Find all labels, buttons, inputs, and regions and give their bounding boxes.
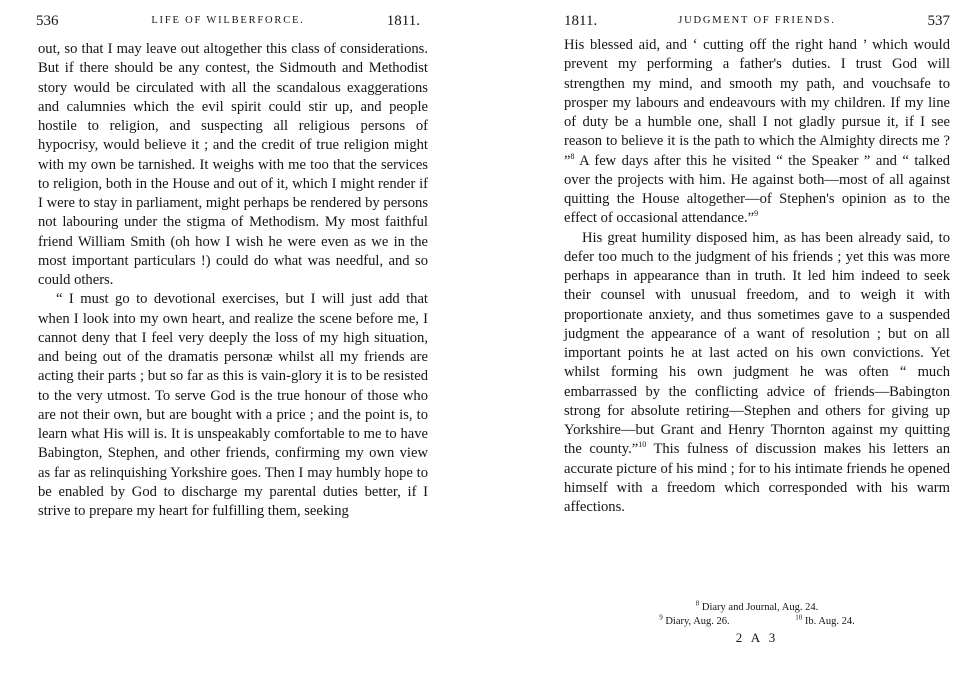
right-running-title: JUDGMENT OF FRIENDS. [678, 15, 836, 26]
footnote-8 [564, 601, 950, 615]
right-paragraph-1 [564, 36, 950, 229]
right-body-text [564, 36, 950, 517]
footnote-9-mark: 9 [659, 613, 663, 622]
signature-mark: 2 A 3 [735, 630, 779, 645]
right-page [510, 0, 980, 680]
right-paragraph-2 [564, 229, 950, 518]
footnote-9-text: Diary, Aug. 26. [662, 616, 730, 627]
right-running-head [564, 10, 950, 32]
footnote-10-text: Ib. Aug. 24. [802, 616, 855, 627]
left-paragraph-2: “ I must go to devotional exercises, but I will just add that when I look into my own heart, and realize the scene before me, I cannot deny that I feel very deeply the loss of my high situation, and being out of the dramatis personæ whilst all my friends are acting their parts ; but so far as this is vain-glory it is to be resisted to the very utmost. To serve God is the true honour of those who are not their own, but are bought with a price ; and the point is, to learn what His will is. It is unspeakably comfortable to me to have Babington, Stephen, and other friends, confirming my own view as far as relinquishing Yorkshire goes. Then I may humbly hope to be enabled by God to discharge my parental duties better, if I strive to prepare my heart for fulfilling them, seeking [38, 291, 428, 519]
right-paragraph-1-text-a: His blessed aid, and ‘ cutting off the right hand ’ which would prevent my performing a father's duties. I trust God will strengthen my mind, and smooth my path, and vouchsafe to prosper my labours and endeavours with my children. If my line of duty be a humble one, shall I not gladly pursue it, if I see reason to believe it is the path to which the Almighty directs me ? ” [564, 37, 950, 169]
footnote-9-10 [564, 615, 950, 629]
left-running-head [36, 10, 420, 32]
footnote-10-mark: 10 [795, 613, 803, 622]
left-page [0, 0, 470, 680]
footnote-ref-9: 9 [754, 209, 759, 219]
left-body-text [38, 40, 428, 521]
footnotes [564, 601, 950, 629]
right-header-year: 1811. [564, 13, 598, 29]
left-header-year: 1811. [386, 13, 420, 29]
footnote-ref-10: 10 [638, 440, 647, 450]
left-running-title: LIFE OF WILBERFORCE. [151, 15, 305, 26]
right-paragraph-1-text-b: A few days after this he visited “ the Speaker ” and “ talked over the projects with him. He against both—most of all against quitting the House altogether—of Stephen's opinion as to the effect of occasional attendance.” [564, 152, 950, 227]
right-paragraph-2-text-b: This fulness of discussion makes his letters an accurate picture of his mind ; for to his intimate friends he opened himself with a freedom which corresponded with his warm affections. [564, 441, 950, 515]
footnote-ref-8: 8 [570, 151, 575, 161]
left-paragraph-1: out, so that I may leave out altogether this class of considerations. But if there should be any contest, the Sidmouth and Methodist story would be circulated with all the scandalous exaggerations and calumnies which the evil spirit could stir up, and people hostile to religion, and suspecting all religious persons of hypocrisy, would believe it ; and the credit of true religion might with my own be tarnished. It weighs with me too that the services to religion, both in the House and out of it, which I might render if I were to stay in parliament, might perhaps be rendered by persons not labouring under the stigma of Methodism. My most faithful friend William Smith (oh how I wish he were even as we in the most important particulars !) could do what was needful, and so could others. [38, 41, 428, 288]
right-paragraph-2-text-a: His great humility disposed him, as has been already said, to defer too much to the judgment of his friends ; yet this was more perhaps in appearance than in truth. It led him indeed to seek their counsel with unusual freedom, and to weigh it with proportionate anxiety, and thus sometimes gave to a suspended judgment the appearance of a want of resolution ; but on all important points he at last acted on his own convictions. Yet whilst forming his own judgment he was often “ much embarrassed by the conflicting advice of friends—Babington strong for absolute retiring—Stephen and others for giving up Yorkshire—but Grant and Henry Thornton against my quitting the county.” [564, 229, 950, 458]
footnote-8-text: Diary and Journal, Aug. 24. [699, 602, 819, 613]
footnote-8-mark: 8 [695, 599, 700, 608]
left-page-number: 536 [36, 13, 59, 29]
right-page-number: 537 [927, 13, 950, 29]
